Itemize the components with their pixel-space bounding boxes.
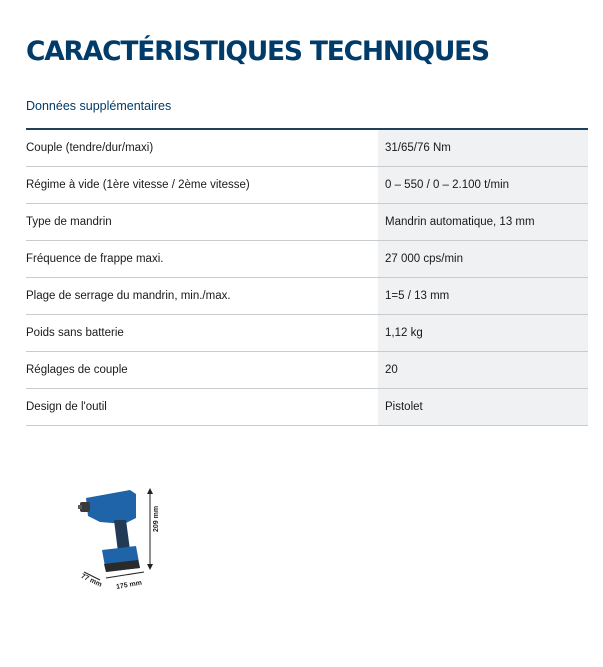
drill-drawing [78,484,174,594]
table-row [26,129,588,167]
spec-value: 1=5 / 13 mm [378,278,588,315]
product-dimension-image [78,484,174,594]
length-dimension-line [106,572,144,578]
spec-value: 1,12 kg [378,315,588,352]
height-dimension-label: 209 mm [153,505,160,532]
table-row [26,315,588,352]
specs-table [26,128,588,426]
spec-label: Couple (tendre/dur/maxi) [26,129,378,167]
spec-label: Réglages de couple [26,352,378,389]
table-row [26,204,588,241]
spec-value: 27 000 cps/min [378,241,588,278]
table-row [26,352,588,389]
table-row [26,389,588,426]
spec-label: Régime à vide (1ère vitesse / 2ème vitesse) [26,167,378,204]
spec-value: 0 – 550 / 0 – 2.100 t/min [378,167,588,204]
spec-label: Plage de serrage du mandrin, min./max. [26,278,378,315]
spec-label: Poids sans batterie [26,315,378,352]
spec-value: Mandrin automatique, 13 mm [378,204,588,241]
table-row [26,241,588,278]
table-row [26,278,588,315]
spec-label: Design de l'outil [26,389,378,426]
table-row [26,167,588,204]
spec-value: Pistolet [378,389,588,426]
section-subtitle: Données supplémentaires [26,99,172,113]
height-arrow-bottom [147,564,153,570]
drill-body-shape [86,490,136,524]
spec-value: 20 [378,352,588,389]
page-title: CARACTÉRISTIQUES TECHNIQUES [26,36,489,67]
drill-bit-shape [78,505,82,509]
width-dimension-label: 77 mm [79,572,103,589]
spec-label: Type de mandrin [26,204,378,241]
length-dimension-label: 175 mm [115,579,143,591]
spec-label: Fréquence de frappe maxi. [26,241,378,278]
spec-value: 31/65/76 Nm [378,129,588,167]
height-arrow-top [147,488,153,494]
